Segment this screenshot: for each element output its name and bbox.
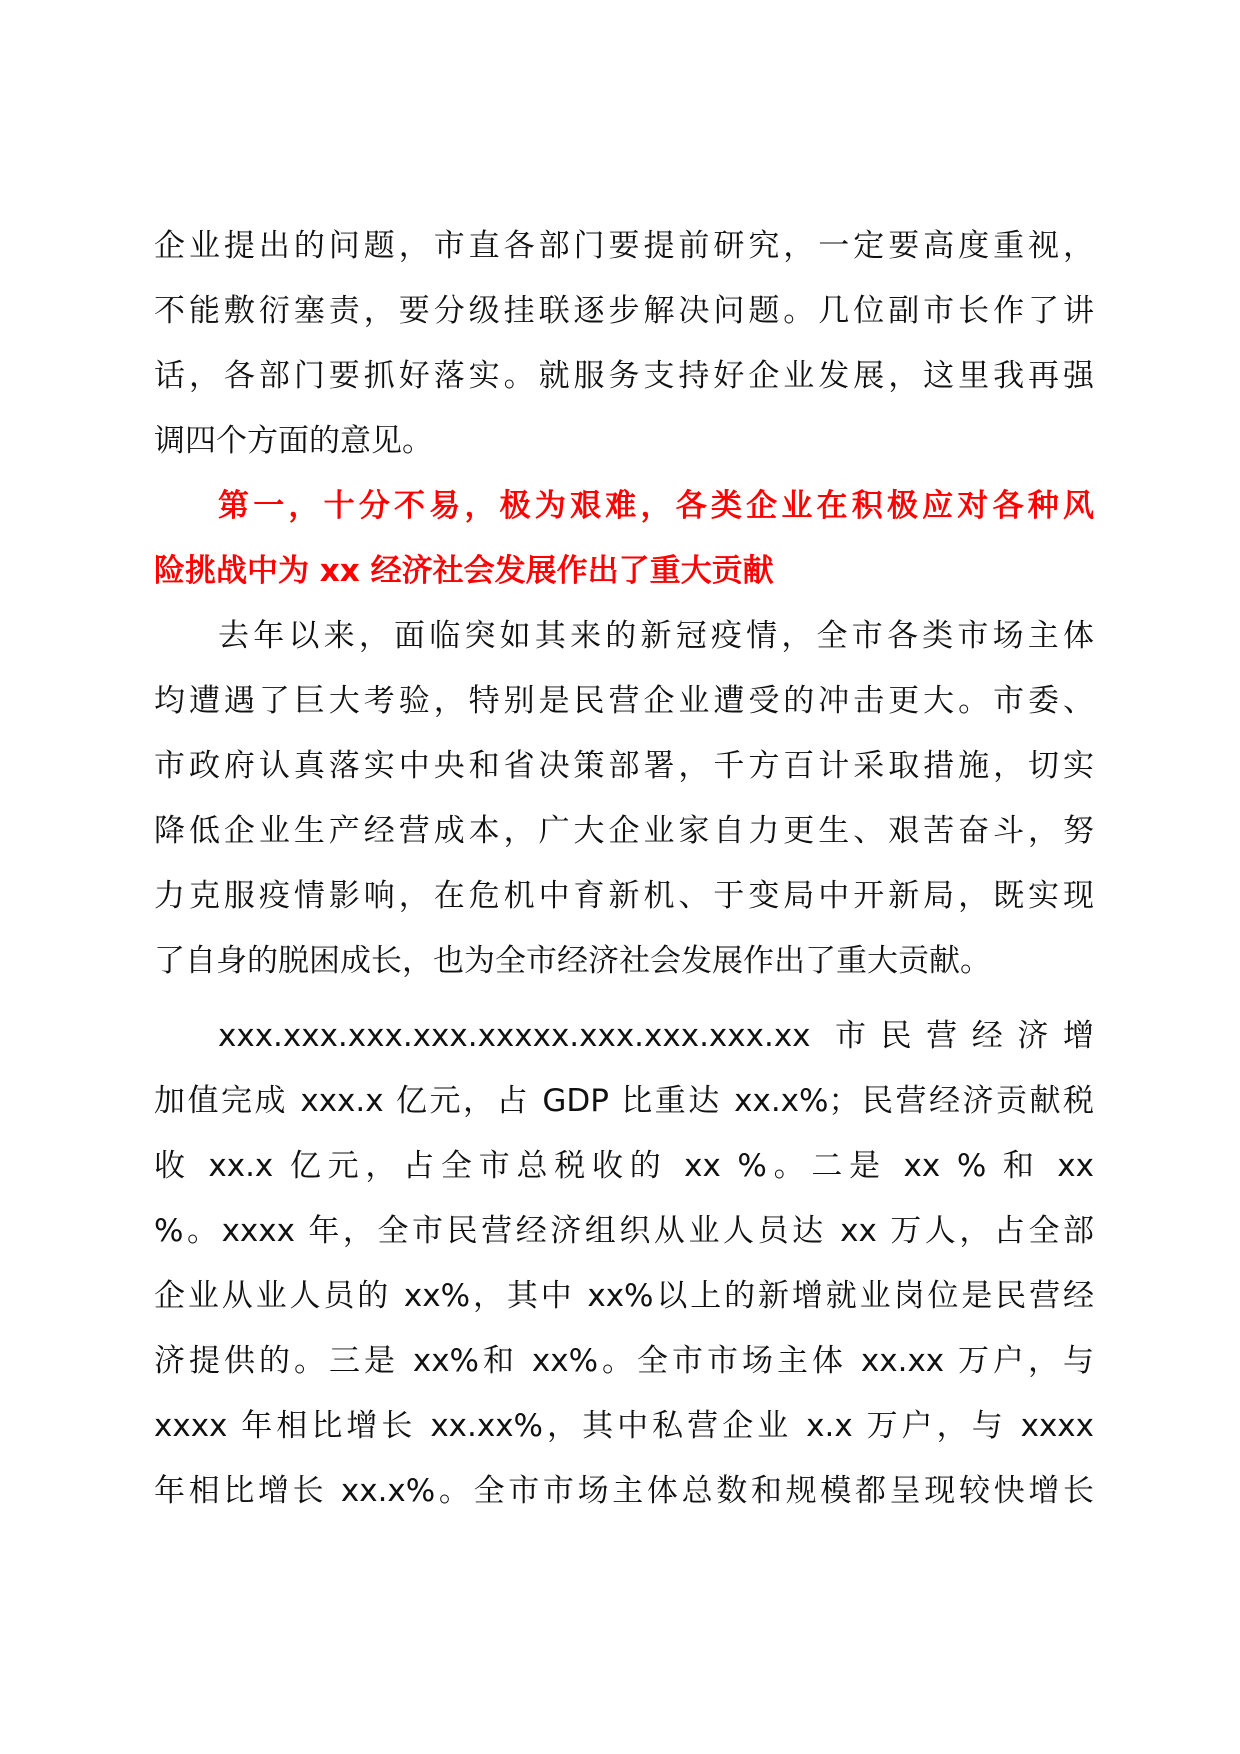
text-line: 不能敷衍塞责，要分级挂联逐步解决问题。几位副市长作了讲 — [154, 293, 1094, 329]
text-line: 话，各部门要抓好落实。就服务支持好企业发展，这里我再强 — [154, 358, 1094, 394]
text-line: 加值完成 xxx.x 亿元，占 GDP 比重达 xx.x%；民营经济贡献税 — [154, 1083, 1094, 1119]
heading-line: 第一，十分不易，极为艰难，各类企业在积极应对各种风 — [218, 488, 1094, 524]
text-line: 调四个方面的意见。 — [154, 423, 433, 459]
text-line: xxxx 年相比增长 xx.xx%，其中私营企业 x.x 万户，与 xxxx — [154, 1408, 1094, 1444]
paragraph-private-economy-stats — [154, 1004, 1094, 1524]
text-line: 了自身的脱困成长，也为全市经济社会发展作出了重大贡献。 — [154, 943, 991, 979]
text-line: xxx.xxx.xxx.xxx.xxxxx.xxx.xxx.xxx.xx 市民营经济增 — [218, 1018, 1094, 1054]
paragraph-epidemic-impact — [154, 604, 1094, 994]
text-line: 力克服疫情影响，在危机中育新机、于变局中开新局，既实现 — [154, 878, 1094, 914]
text-line: 市政府认真落实中央和省决策部署，千方百计采取措施，切实 — [154, 748, 1094, 784]
text-line: 降低企业生产经营成本，广大企业家自力更生、艰苦奋斗，努 — [154, 813, 1094, 849]
text-line: 企业从业人员的 xx%，其中 xx%以上的新增就业岗位是民营经 — [154, 1278, 1094, 1314]
text-line: 去年以来，面临突如其来的新冠疫情，全市各类市场主体 — [218, 618, 1094, 654]
section-heading-first — [154, 474, 1094, 604]
text-line: 企业提出的问题，市直各部门要提前研究，一定要高度重视， — [154, 228, 1094, 264]
text-line: 济提供的。三是 xx%和 xx%。全市市场主体 xx.xx 万户，与 — [154, 1343, 1094, 1379]
document-body — [154, 214, 1094, 1524]
heading-line: 险挑战中为 xx 经济社会发展作出了重大贡献 — [154, 553, 774, 589]
text-line: 收 xx.x 亿元，占全市总税收的 xx %。二是 xx % 和 xx — [154, 1148, 1094, 1184]
text-line: %。xxxx 年，全市民营经济组织从业人员达 xx 万人，占全部 — [154, 1213, 1094, 1249]
text-line: 年相比增长 xx.x%。全市市场主体总数和规模都呈现较快增长 — [154, 1473, 1094, 1509]
text-line: 均遭遇了巨大考验，特别是民营企业遭受的冲击更大。市委、 — [154, 683, 1094, 719]
paragraph-intro — [154, 214, 1094, 474]
